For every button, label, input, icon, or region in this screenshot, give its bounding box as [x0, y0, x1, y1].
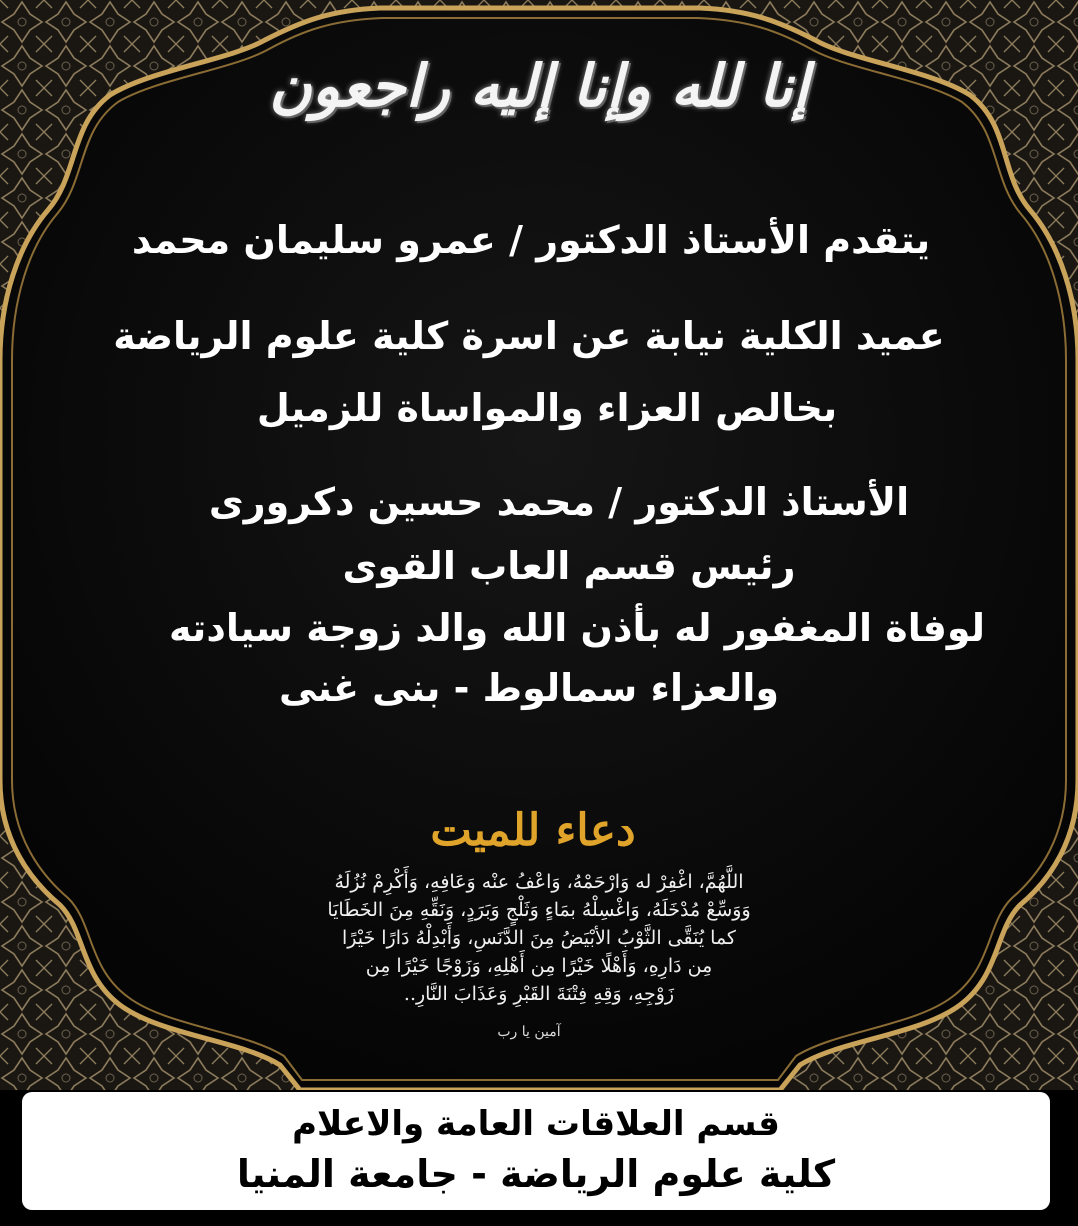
- announcement-line-7: والعزاء سمالوط - بنى غنى: [279, 666, 779, 710]
- announcement-line-1: يتقدم الأستاذ الدكتور / عمرو سليمان محمد: [131, 218, 931, 262]
- announcement-line-3: بخالص العزاء والمواساة للزميل: [256, 386, 838, 430]
- footer-faculty: كلية علوم الرياضة - جامعة المنيا: [236, 1152, 836, 1196]
- duaa-line: زَوْجِهِ، وَقِهِ فِتْنَةَ القَبْرِ وَعَذَابَ النَّارِ..: [403, 983, 675, 1005]
- announcement-line-2: عميد الكلية نيابة عن اسرة كلية علوم الرياضة: [113, 314, 945, 358]
- duaa-line: اللَّهُمَّ، اغْفِرْ له وَارْحَمْهُ، وَاعْفُ عنْه وَعَافِهِ، وَأَكْرِمْ نُزُلَهُ: [334, 871, 744, 893]
- announcement-line-5: رئيس قسم العاب القوى: [342, 544, 796, 588]
- duaa-text: [0, 868, 1078, 1008]
- announcement-line-6: لوفاة المغفور له بأذن الله والد زوجة سيادته: [169, 606, 985, 650]
- duaa-line: وَوَسِّعْ مُدْخَلَهُ، وَاغْسِلْهُ بمَاءٍ وَثَلْجٍ وَبَرَدٍ، وَنَقِّهِ مِنَ الخَطَايَا: [327, 899, 751, 921]
- calligraphy-heading: إنا لله وإنا إليه راجعون: [269, 52, 809, 120]
- footer-box: [22, 1092, 1050, 1210]
- announcement-line-4: الأستاذ الدكتور / محمد حسين دكرورى: [208, 480, 910, 524]
- duaa-title: دعاء للميت: [430, 805, 636, 856]
- amen-text: آمين يا رب: [497, 1024, 561, 1040]
- footer-department: قسم العلاقات العامة والاعلام: [292, 1104, 780, 1144]
- duaa-line: مِن دَارِهِ، وَأَهْلًا خَيْرًا مِن أَهْلِهِ، وَزَوْجًا خَيْرًا مِن: [365, 955, 713, 977]
- duaa-line: كما يُنَقَّى الثَّوْبُ الأبْيَضُ مِنَ الدَّنَسِ، وَأَبْدِلْهُ دَارًا خَيْرًا: [342, 927, 736, 949]
